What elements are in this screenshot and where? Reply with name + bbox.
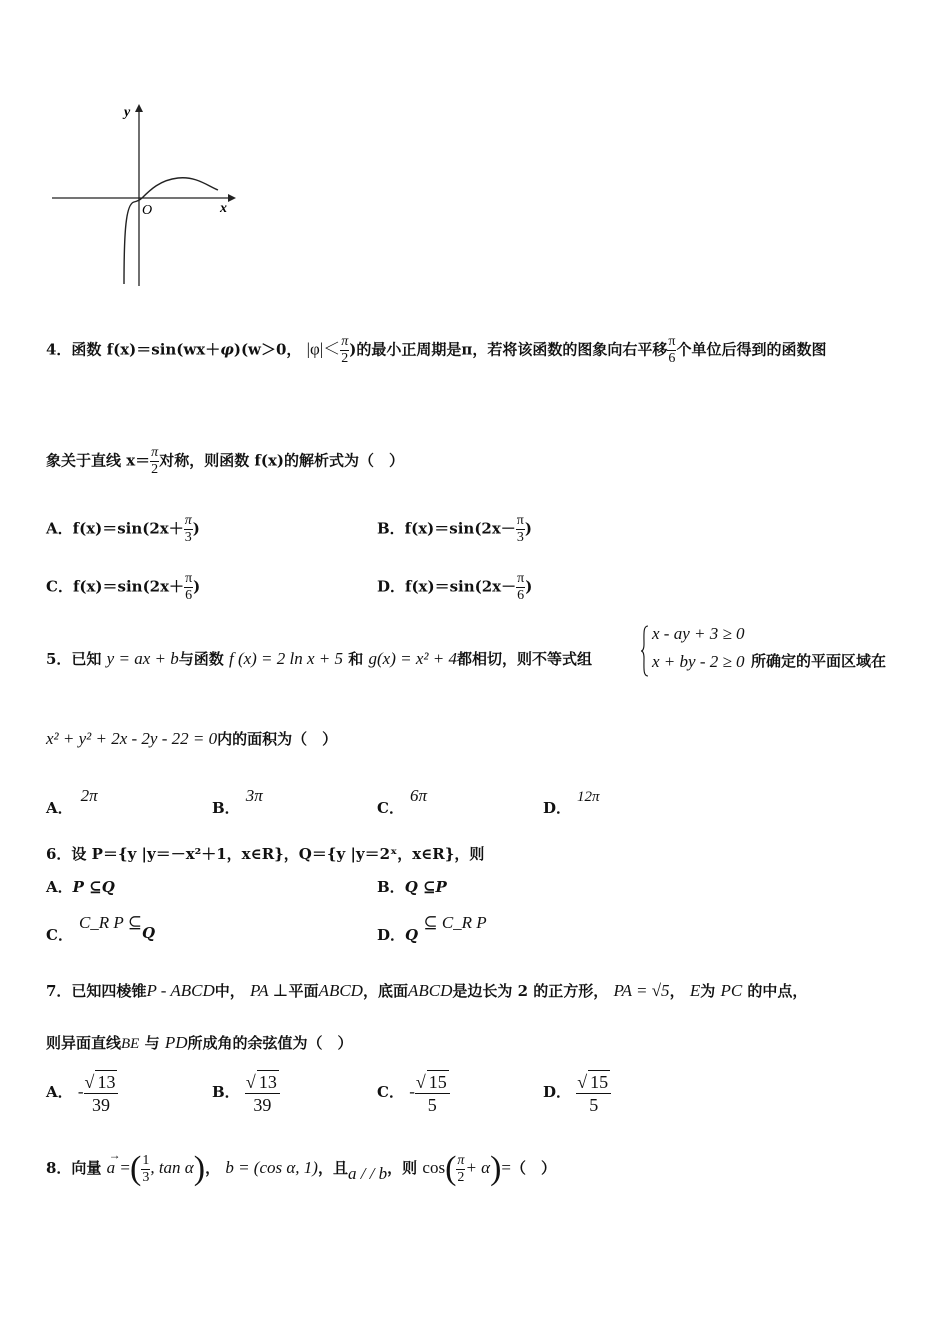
- q6-stem: 6．设 P＝{y |y＝－x²＋1，x∈R}，Q＝{y |y＝2ˣ，x∈R}，则: [46, 845, 485, 863]
- origin-label: O: [142, 203, 153, 218]
- q5-option-b[interactable]: B．3π: [212, 786, 263, 817]
- y-label: y: [124, 105, 131, 120]
- q4-option-b[interactable]: B．f(x)＝sin(2x－ $\frac{\pi}{3}$ ): [377, 513, 532, 545]
- function-graph: [48, 100, 248, 290]
- q7-option-b[interactable]: B． $\frac{√ 13}{39}$: [212, 1070, 280, 1116]
- q7-option-d[interactable]: D． $\frac{√ 15}{5}$: [543, 1070, 611, 1116]
- q6-option-a[interactable]: A．P ⊆Q: [46, 878, 115, 896]
- x-label: x: [220, 201, 227, 216]
- phi-bound: |φ|＜: [306, 339, 341, 359]
- q7-line1: 7．已知四棱锥P - ABCD中， PA ⊥平面ABCD，底面ABCD是边长为 2 的正方形， PA = √5， E为 PC 的中点，: [46, 981, 808, 1000]
- q4-line2: 象关于直线 x＝ $\frac{\pi}{2}$ 对称，则函数 f(x)的解析式为（ ）: [46, 445, 405, 477]
- q6-option-c[interactable]: C．C_R P ⊆Q: [46, 913, 156, 944]
- q5-option-d[interactable]: D．12π: [543, 789, 600, 817]
- q4-option-c[interactable]: C．f(x)＝sin(2x＋ $\frac{\pi}{6}$ ): [46, 571, 201, 603]
- x-axis-arrow: [228, 194, 236, 202]
- q5-line1: 5．已知 y = ax + b与函数 f (x) = 2 ln x + 5 和 g(x) = x² + 4都相切，则不等式组: [46, 649, 592, 668]
- q7-option-c[interactable]: C． - $\frac{√ 15}{5}$: [377, 1070, 450, 1116]
- q5-option-a[interactable]: A．2π: [46, 786, 98, 817]
- q7-line2: 则异面直线BE 与 PD所成角的余弦值为（ ）: [46, 1033, 353, 1052]
- q5-option-c[interactable]: C．6π: [377, 786, 427, 817]
- q5-line1-tail: 所确定的平面区域在: [751, 652, 887, 670]
- q6-option-b[interactable]: B．Q ⊆P: [377, 878, 447, 896]
- q6-option-d[interactable]: D．Q ⊆ C_R P: [377, 913, 487, 944]
- q4-option-a[interactable]: A．f(x)＝sin(2x＋ $\frac{\pi}{3}$ ): [46, 513, 200, 545]
- curve: [124, 178, 218, 284]
- y-axis-arrow: [135, 104, 143, 112]
- q7-option-a[interactable]: A． - $\frac{√ 13}{39}$: [46, 1070, 118, 1116]
- q4-line1: 4．函数 f(x)＝sin(wx＋φ)(w＞0， |φ|＜ $\frac{\pi}{2}$ )的最小正周期是π，若将该函数的图象向右平移 $\frac{\pi}{6}$ 个单位后得到的函数图: [46, 334, 827, 366]
- q8-line: 8．向量 → a =( $\frac{1}{3}$ , tan α)， b = (cos α, 1)，且a / / b，则 cos( $\frac{\pi}{2}$ + α)=（ ）: [46, 1148, 557, 1187]
- q4-option-d[interactable]: D．f(x)＝sin(2x－ $\frac{\pi}{6}$ ): [377, 571, 533, 603]
- q5-line2: x² + y² + 2x - 2y - 22 = 0内的面积为（ ）: [46, 729, 338, 748]
